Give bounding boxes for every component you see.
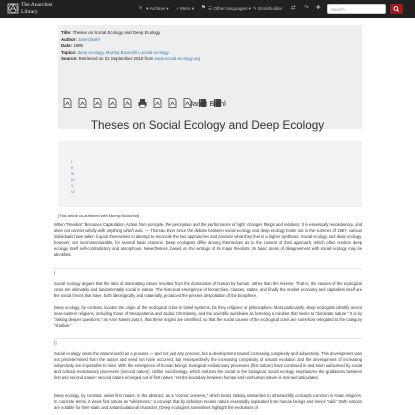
search-button[interactable] — [390, 4, 403, 14]
nav-bookbuilder[interactable]: ✎ Bookbuilder — [253, 6, 283, 11]
brand-line-1: The Anarchist — [21, 2, 53, 8]
meta-date-value: 1995 — [73, 43, 83, 48]
text-metadata-panel — [58, 25, 362, 129]
paragraph: Social ecology views the natural world as a process — and not just any process, but a development toward increasing complexity and subjectivity. This development was not predetermined from the outset and need not have occurred, but retrospectively the increasing complexity of natural evolution and the development of increasing subjectivity are impossible to miss. With the emergence of human beings, biological evolutionary processes (first nature) have continued in and been subsumed by social and cultural evolutionary processes (second nature). Unlike sociobiology, which reduces the social to the biological, social ecology emphasizes the gradations between first and second nature: second nature emerged out of first nature. Yet the boundary between human and nonhuman nature is real and articulated. — [54, 351, 362, 381]
meta-date-label: Date: — [61, 43, 72, 48]
brand-line-2: Library — [21, 8, 38, 15]
paragraph: Deep ecology, by contrast, locates the origin of the ecological crisis in belief-systems, be they religions or philosophies. Most particularly, deep ecologists identify recent near-eastern religions, including those of Mesopotamia and Judaic Christianity, and the scientific worldview as fostering a mindset that seeks to “dominate nature.” It is by “asking deeper questions,” as Arne Naess puts it, that these origins are identified, so that the social causes of the ecological crisis are somehow relegated to the category “shallow.” — [54, 305, 362, 329]
nav-more[interactable]: + More ▾ — [176, 6, 195, 11]
meta-title-label: Title: — [61, 30, 72, 35]
nav-archive[interactable]: ♥ Archive ▾ — [146, 6, 169, 11]
meta-author-label: Author: — [61, 36, 77, 42]
paragraph: Deep ecology, by contrast, views first nature, in the abstract, as a “cosmic oneness,” which bears striking similarities to otherworldly concepts common in Asian religions. In concrete terms, it views first nature as “wilderness,” a concept that by definition means nature essentially separated from human beings and hence “wild.” Both notions are notable for their static and antiarticulational character. (Deep ecologists sometimes highlight the evolutions of — [54, 393, 362, 411]
divider — [54, 268, 362, 269]
meta-topics: Topics: deep ecology, Murray Bookchin, social ecology — [61, 49, 169, 55]
meta-source-link[interactable]: www.social-ecology.org — [154, 56, 201, 61]
meta-source-label: Source: — [61, 56, 78, 61]
meta-title-value: Theses on Social Ecology and Deep Ecology — [72, 30, 161, 35]
site-brand[interactable] — [7, 2, 77, 16]
intro-lead: When “Realism” Becomes Capitulation — [54, 222, 126, 227]
topic-link-deep-ecology[interactable]: deep ecology — [77, 49, 104, 55]
toc-item[interactable]: III — [71, 171, 75, 176]
nav-other-languages-label: Other languages — [213, 6, 248, 11]
topic-link-murray-bookchin[interactable]: Murray Bookchin — [105, 49, 139, 55]
toc-item[interactable]: V — [71, 183, 74, 188]
intro-quote: Action from principle, the perception and the performance of right, changes things and relations; it is essentially revolutionary, and does not consist wholly with anything which was. — [54, 222, 362, 234]
meta-date — [61, 43, 83, 49]
flag-icon[interactable]: ⚑ — [201, 5, 206, 11]
meta-source — [61, 56, 200, 62]
section-heading: I — [54, 271, 56, 277]
paragraph: Social ecology argues that the idea of dominating nature resulted from the domination of human by human, rather than the reverse. That is, the causes of the ecological crisis are ultimately and fundamentally social in nature. The historical emergence of hierarchies, classes, states, and finally the market economy and capitalism itself are the social forces that have, both ideologically and materially, produced the present despoliation of the biosphere. — [54, 281, 362, 299]
coauthor-note: [This article co-authored with Murray Bookchin] — [58, 213, 140, 218]
meta-topics-label: Topics: — [61, 49, 77, 55]
article-author: Janet Biehl — [189, 99, 226, 108]
toc-item[interactable]: I — [71, 159, 73, 164]
nav-more-label: More — [179, 6, 191, 11]
article-title: Theses on Social Ecology and Deep Ecology — [90, 119, 325, 132]
meta-source-value: Retrieved on 21 September 2010 from — [78, 56, 154, 61]
meta-title — [61, 30, 160, 36]
toc-item[interactable]: VI — [71, 189, 75, 194]
table-of-contents — [58, 141, 362, 207]
toc-item[interactable]: IV — [71, 177, 75, 182]
search-placeholder: Search — [331, 7, 345, 12]
top-navbar — [0, 0, 415, 18]
meta-author — [61, 37, 100, 43]
share-icon[interactable]: ↷ — [304, 5, 309, 11]
brand-name — [21, 2, 53, 15]
intro-attribution: — Thoreau — [143, 228, 166, 234]
nav-other-languages[interactable]: ☰ Other languages ▾ — [208, 6, 251, 11]
nav-archive-label: Archive — [149, 6, 166, 11]
section-heading: II — [54, 341, 57, 347]
toc-item[interactable]: II — [71, 165, 74, 170]
nav-bookbuilder-label: Bookbuilder — [258, 6, 283, 11]
add-icon[interactable]: ✚ — [316, 5, 321, 11]
search-input[interactable] — [327, 4, 386, 14]
search-icon — [393, 6, 400, 12]
divider — [54, 338, 362, 339]
topic-link-social-ecology[interactable]: social ecology — [141, 49, 169, 55]
shuffle-icon[interactable]: ⇄ — [291, 5, 296, 11]
intro-paragraph — [54, 222, 362, 259]
intro-body: Ever since the debate between social ecology and deep ecology broke out in the summer of 1987, various individuals have taken it upon themselves to attempt to reconcile the two approaches and produce what they feel is a higher synthesis. Social ecology and deep ecology, however, are incommensurable, for several basic reasons. Deep ecologists differ among themselves as to the content of their approach, which often renders deep ecology itself self-contradictory and amorphous. Nevertheless, based on the writings of its major theorists, its basic areas of disagreement with social ecology may be identified. — [54, 228, 362, 258]
anarchist-library-logo — [7, 2, 19, 15]
hamburger-icon[interactable]: ≡ — [139, 5, 143, 11]
meta-author-link[interactable]: Janet Biehl — [78, 36, 100, 42]
